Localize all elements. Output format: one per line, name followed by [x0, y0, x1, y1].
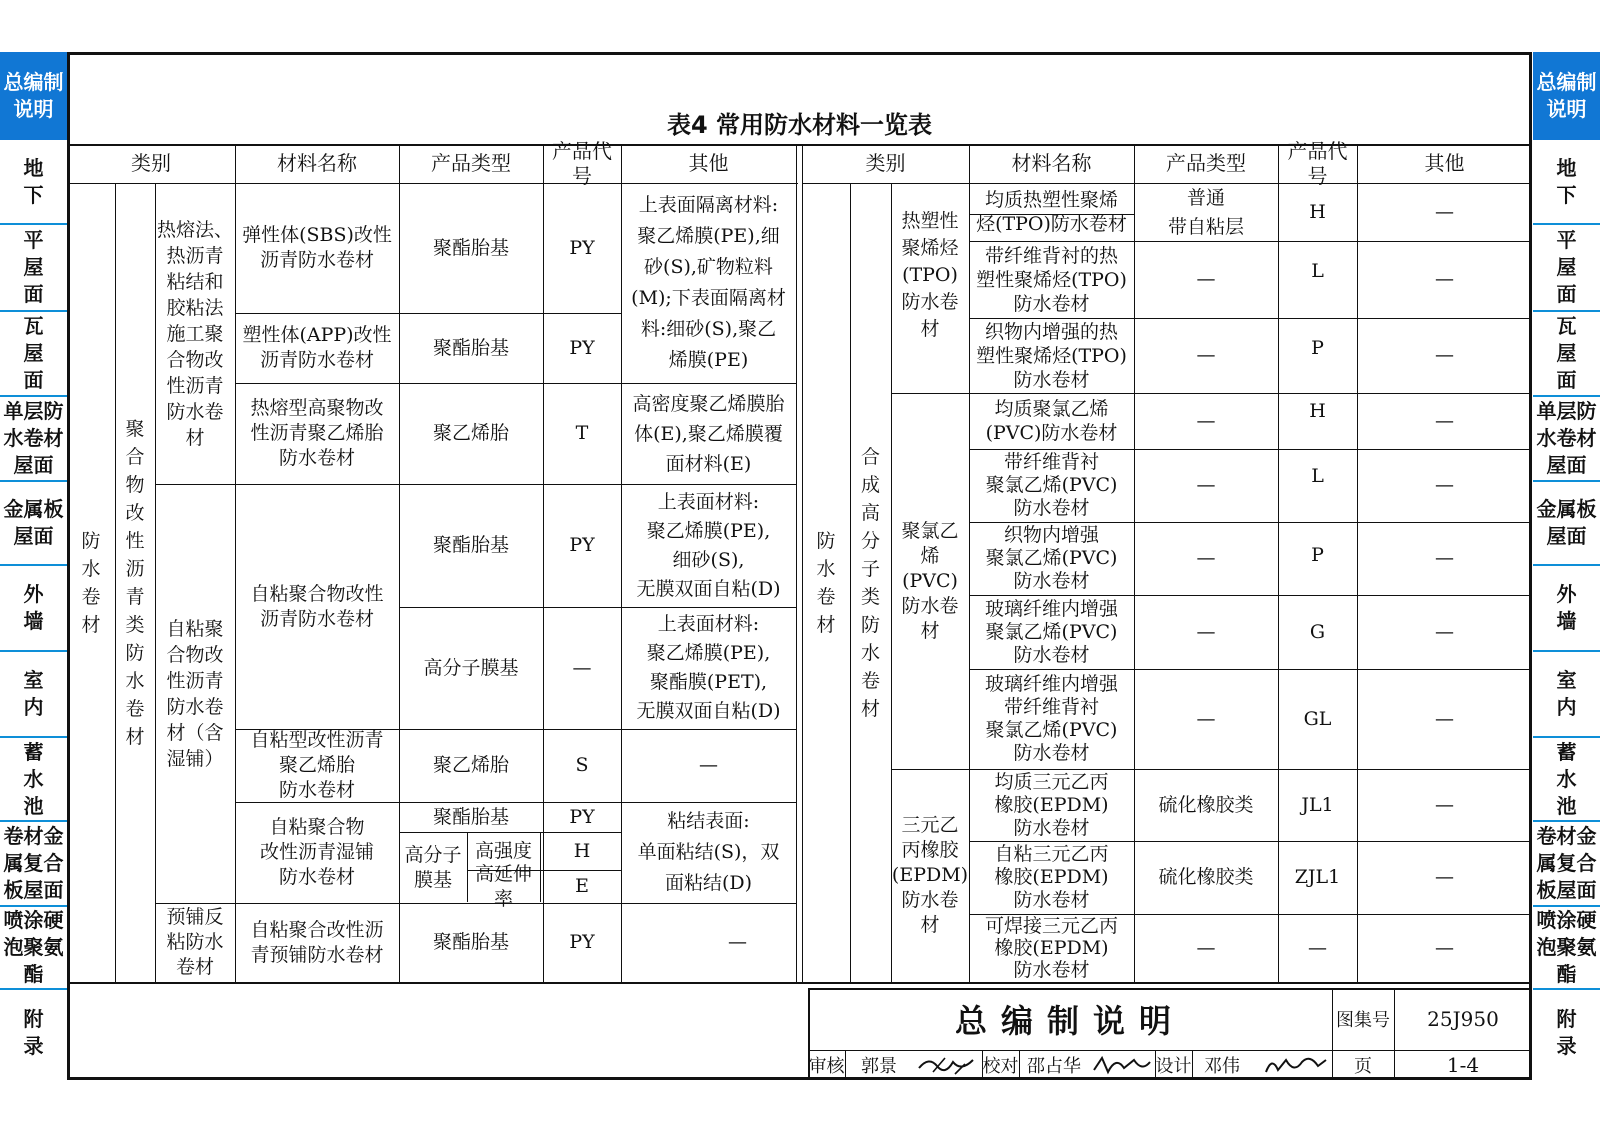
code-pvc-glass: G: [1309, 620, 1326, 643]
type-app: 聚酯胎基: [432, 336, 509, 359]
code-app: PY: [569, 336, 595, 359]
side-tab-label: 瓦 屋 面: [1556, 314, 1577, 392]
header-category-left: 类别: [131, 151, 171, 175]
review-label: 审核: [808, 1056, 845, 1077]
side-tab[interactable]: [1533, 566, 1600, 652]
type-high-strength: 高强度: [474, 839, 532, 862]
material-tpo-backed: 带纤维背衬的热 塑性聚烯烃(TPO) 防水卷材: [976, 244, 1127, 315]
type-pvc-backed: —: [1196, 474, 1216, 496]
code-pre-applied: PY: [569, 931, 595, 953]
side-tab[interactable]: [1533, 225, 1600, 312]
side-tab-label: 附 录: [23, 1006, 44, 1058]
code-pvc-backed: L: [1311, 465, 1324, 487]
code-epdm-self-adhesive: ZJL1: [1294, 866, 1341, 888]
right-category-2: 合 成 高 分 子 类 防 水 卷 材: [860, 445, 880, 720]
left-group-hot-melt: 热熔法、 热沥青 粘结和 胶粘法 施工聚 合物改 性沥青 防水卷 材: [157, 218, 234, 449]
type-tpo-adhesive: 带自粘层: [1167, 216, 1244, 238]
other-tpo-homogeneous: —: [1435, 200, 1454, 223]
other-pvc-glass-backed: —: [1435, 707, 1454, 730]
type-pvc-homogeneous: —: [1196, 409, 1216, 432]
material-self-adhesive: 自粘聚合物改性 沥青防水卷材: [250, 582, 384, 630]
code-self-pe: S: [575, 754, 589, 776]
code-sbs: PY: [569, 236, 595, 259]
left-category-2: 聚 合 物 改 性 沥 青 类 防 水 卷 材: [125, 417, 145, 748]
left-group-self-adhesive: 自粘聚 合物改 性沥青 防水卷 材（含 湿铺）: [166, 617, 224, 770]
header-name-left: 材料名称: [277, 151, 357, 175]
side-tab-label: 金属板 屋面: [1536, 497, 1597, 548]
other-pvc-fabric: —: [1435, 547, 1454, 569]
other-hot-pe: 高密度聚乙烯膜胎 体(E),聚乙烯膜覆 面材料(E): [632, 392, 785, 475]
page-label: 页: [1354, 1056, 1372, 1077]
side-tab[interactable]: [1533, 907, 1600, 990]
type-tpo-backed: —: [1196, 268, 1216, 290]
header-other-left: 其他: [688, 151, 729, 175]
side-tab[interactable]: [1533, 738, 1600, 822]
side-tab[interactable]: [1533, 312, 1600, 397]
material-hot-pe: 热熔型高聚物改 性沥青聚乙烯胎 防水卷材: [250, 397, 384, 469]
other-wet-laid: 粘结表面: 单面粘结(S)，双 面粘结(D): [637, 810, 780, 894]
side-tab[interactable]: [0, 907, 67, 990]
code-pvc-fabric: P: [1311, 543, 1324, 566]
material-wet-laid: 自粘聚合物 改性沥青湿铺 防水卷材: [259, 816, 374, 888]
side-tab-label: 地 下: [23, 155, 44, 207]
side-tab-label: 瓦 屋 面: [23, 314, 44, 392]
type-self-molecular: 高分子膜基: [423, 656, 519, 679]
right-group-pvc: 聚氯乙 烯(PVC) 防水卷 材: [901, 519, 959, 642]
material-sbs: 弹性体(SBS)改性 沥青防水卷材: [242, 224, 392, 271]
type-pre-applied: 聚酯胎基: [432, 931, 509, 953]
side-tab[interactable]: [0, 140, 67, 225]
code-epdm-weldable: —: [1308, 936, 1327, 959]
side-tab[interactable]: [0, 822, 67, 907]
other-tpo-backed: —: [1435, 268, 1454, 290]
type-epdm-homogeneous: 硫化橡胶类: [1158, 793, 1254, 816]
check-label: 校对: [982, 1056, 1019, 1077]
header-code-right: 产品代号: [1287, 138, 1348, 188]
side-tab[interactable]: [1533, 52, 1600, 140]
code-pvc-homogeneous: H: [1309, 399, 1326, 422]
right-group-tpo: 热塑性 聚烯烃 (TPO) 防水卷材: [901, 209, 959, 340]
code-self-molecular: —: [572, 656, 592, 679]
code-hot-pe: T: [575, 422, 589, 444]
material-self-pe: 自粘型改性沥青 聚乙烯胎 防水卷材: [250, 729, 384, 801]
side-tab-label: 室 内: [23, 668, 44, 719]
side-tab-label: 总编制 说明: [3, 70, 64, 121]
side-tab[interactable]: [0, 738, 67, 822]
other-epdm-self-adhesive: —: [1435, 866, 1454, 888]
checker-signature: [1090, 1052, 1154, 1078]
side-tab-label: 喷涂硬 泡聚氨 酯: [3, 908, 64, 986]
material-tpo-reinforced: 织物内增强的热 塑性聚烯烃(TPO) 防水卷材: [976, 320, 1127, 391]
material-pvc-glass-backed: 玻璃纤维内增强 带纤维背衬 聚氯乙烯(PVC) 防水卷材: [984, 673, 1118, 764]
other-epdm-homogeneous: —: [1435, 793, 1454, 816]
side-tab-label: 外 墙: [1556, 582, 1577, 633]
designer-name: 邓伟: [1204, 1056, 1240, 1077]
material-pre-applied: 自粘聚合改性沥 青预铺防水卷材: [250, 918, 384, 966]
code-pvc-glass-backed: GL: [1303, 707, 1332, 730]
header-code-left: 产品代号: [552, 138, 612, 188]
type-self-pe: 聚乙烯胎: [432, 754, 509, 776]
other-pvc-homogeneous: —: [1435, 409, 1454, 432]
right-category-1: 防 水 卷 材: [816, 529, 836, 636]
code-tpo-reinforced: P: [1311, 336, 1324, 359]
other-self-molecular: 上表面材料: 聚乙烯膜(PE), 聚酯膜(PET), 无膜双面自粘(D): [636, 613, 781, 722]
header-name-right: 材料名称: [1011, 151, 1092, 175]
side-tab-label: 单层防 水卷材 屋面: [1536, 399, 1597, 477]
code-wet-poly: PY: [569, 805, 595, 828]
side-tab-label: 蓄 水 池: [23, 739, 44, 818]
header-type-right: 产品类型: [1166, 151, 1246, 175]
material-pvc-fabric: 织物内增强 聚氯乙烯(PVC) 防水卷材: [985, 524, 1118, 592]
type-pvc-glass-backed: —: [1196, 707, 1216, 730]
side-tab-label: 卷材金 属复合 板屋面: [3, 824, 64, 902]
side-tab[interactable]: [0, 52, 67, 140]
material-epdm-self-adhesive: 自粘三元乙丙 橡胶(EPDM) 防水卷材: [994, 843, 1109, 911]
type-pvc-fabric: —: [1196, 547, 1216, 569]
side-tab-label: 平 屋 面: [1556, 228, 1577, 306]
type-wet-molecular: 高分子 膜基: [404, 843, 462, 891]
code-high-strength: H: [573, 839, 591, 862]
material-pvc-homogeneous: 均质聚氯乙烯 (PVC)防水卷材: [985, 398, 1118, 444]
header-type-left: 产品类型: [431, 151, 511, 175]
side-tab[interactable]: [1533, 990, 1600, 1075]
atlas-label: 图集号: [1336, 1010, 1390, 1031]
side-tab[interactable]: [0, 312, 67, 397]
material-pvc-backed: 带纤维背衬 聚氯乙烯(PVC) 防水卷材: [985, 451, 1118, 519]
other-epdm-weldable: —: [1435, 936, 1454, 959]
other-pre-applied: —: [728, 931, 747, 953]
side-tab-label: 蓄 水 池: [1556, 739, 1577, 818]
type-self-poly: 聚酯胎基: [432, 534, 509, 556]
material-tpo-homogeneous: 均质热塑性聚烯 烃(TPO)防水卷材: [976, 189, 1127, 235]
side-tab[interactable]: [0, 397, 67, 482]
side-tab-label: 室 内: [1556, 668, 1577, 719]
side-tab-label: 外 墙: [23, 582, 44, 633]
side-tab[interactable]: [0, 652, 67, 738]
side-tab-label: 地 下: [1556, 155, 1577, 207]
type-tpo-reinforced: —: [1196, 344, 1216, 366]
other-tpo-reinforced: —: [1435, 344, 1454, 366]
side-tab[interactable]: [1533, 822, 1600, 907]
other-sbs-app: 上表面隔离材料: 聚乙烯膜(PE),细 砂(S),矿物粒料 (M);下表面隔离材 料:细砂(S),聚乙 烯膜(PE): [631, 194, 786, 371]
other-self-pe: —: [699, 754, 718, 776]
side-tab-label: 卷材金 属复合 板屋面: [1536, 824, 1597, 902]
material-epdm-weldable: 可焊接三元乙丙 橡胶(EPDM) 防水卷材: [984, 915, 1118, 981]
side-tab[interactable]: [0, 225, 67, 312]
code-tpo-homogeneous: H: [1309, 200, 1326, 223]
side-tab-label: 喷涂硬 泡聚氨 酯: [1536, 908, 1597, 986]
atlas-number: 25J950: [1427, 1007, 1499, 1031]
type-epdm-self-adhesive: 硫化橡胶类: [1158, 866, 1254, 888]
header-category-right: 类别: [865, 151, 906, 175]
type-epdm-weldable: —: [1196, 936, 1216, 959]
material-pvc-glass: 玻璃纤维内增强 聚氯乙烯(PVC) 防水卷材: [984, 597, 1118, 666]
design-label: 设计: [1155, 1056, 1192, 1077]
code-epdm-homogeneous: JL1: [1301, 793, 1334, 816]
type-sbs: 聚酯胎基: [432, 236, 509, 259]
side-tab[interactable]: [0, 482, 67, 566]
reviewer-name: 郭景: [861, 1056, 897, 1077]
side-tab[interactable]: [1533, 482, 1600, 566]
material-app: 塑性体(APP)改性 沥青防水卷材: [242, 324, 392, 371]
reviewer-signature: [915, 1052, 979, 1078]
side-tab-label: 平 屋 面: [23, 228, 44, 306]
code-high-elongation: E: [575, 875, 589, 897]
header-other-right: 其他: [1424, 151, 1465, 175]
code-self-poly: PY: [569, 534, 595, 556]
code-tpo-backed: L: [1311, 259, 1324, 282]
other-pvc-glass: —: [1435, 620, 1454, 643]
type-hot-pe: 聚乙烯胎: [432, 422, 509, 444]
side-tab[interactable]: [1533, 652, 1600, 738]
other-self-poly: 上表面材料: 聚乙烯膜(PE), 细砂(S), 无膜双面自粘(D): [636, 490, 781, 600]
side-tab-label: 单层防 水卷材 屋面: [3, 399, 64, 477]
right-group-epdm: 三元乙 丙橡胶 (EPDM) 防水卷 材: [891, 814, 969, 936]
type-wet-poly: 聚酯胎基: [432, 805, 509, 828]
checker-name: 邵占华: [1027, 1056, 1081, 1077]
material-epdm-homogeneous: 均质三元乙丙 橡胶(EPDM) 防水卷材: [994, 770, 1109, 839]
side-tab[interactable]: [0, 990, 67, 1075]
left-category-1: 防 水 卷 材: [81, 529, 101, 636]
type-tpo-normal: 普通: [1186, 187, 1225, 209]
side-tab-label: 金属板 屋面: [3, 497, 64, 548]
table-title: 表4 常用防水材料一览表: [666, 111, 933, 139]
left-group-pre-applied: 预铺反 粘防水 卷材: [166, 906, 224, 978]
other-pvc-backed: —: [1435, 474, 1454, 496]
type-pvc-glass: —: [1196, 620, 1216, 643]
side-tab-label: 附 录: [1556, 1006, 1577, 1058]
drawing-name: 总编制说明: [954, 1002, 1185, 1040]
side-tab[interactable]: [1533, 140, 1600, 225]
type-high-elongation: 高延伸率: [474, 862, 532, 910]
side-tab-label: 总编制 说明: [1536, 70, 1597, 121]
side-tab[interactable]: [1533, 397, 1600, 482]
page-number: 1-4: [1446, 1053, 1480, 1077]
designer-signature: [1262, 1052, 1330, 1078]
side-tab[interactable]: [0, 566, 67, 652]
